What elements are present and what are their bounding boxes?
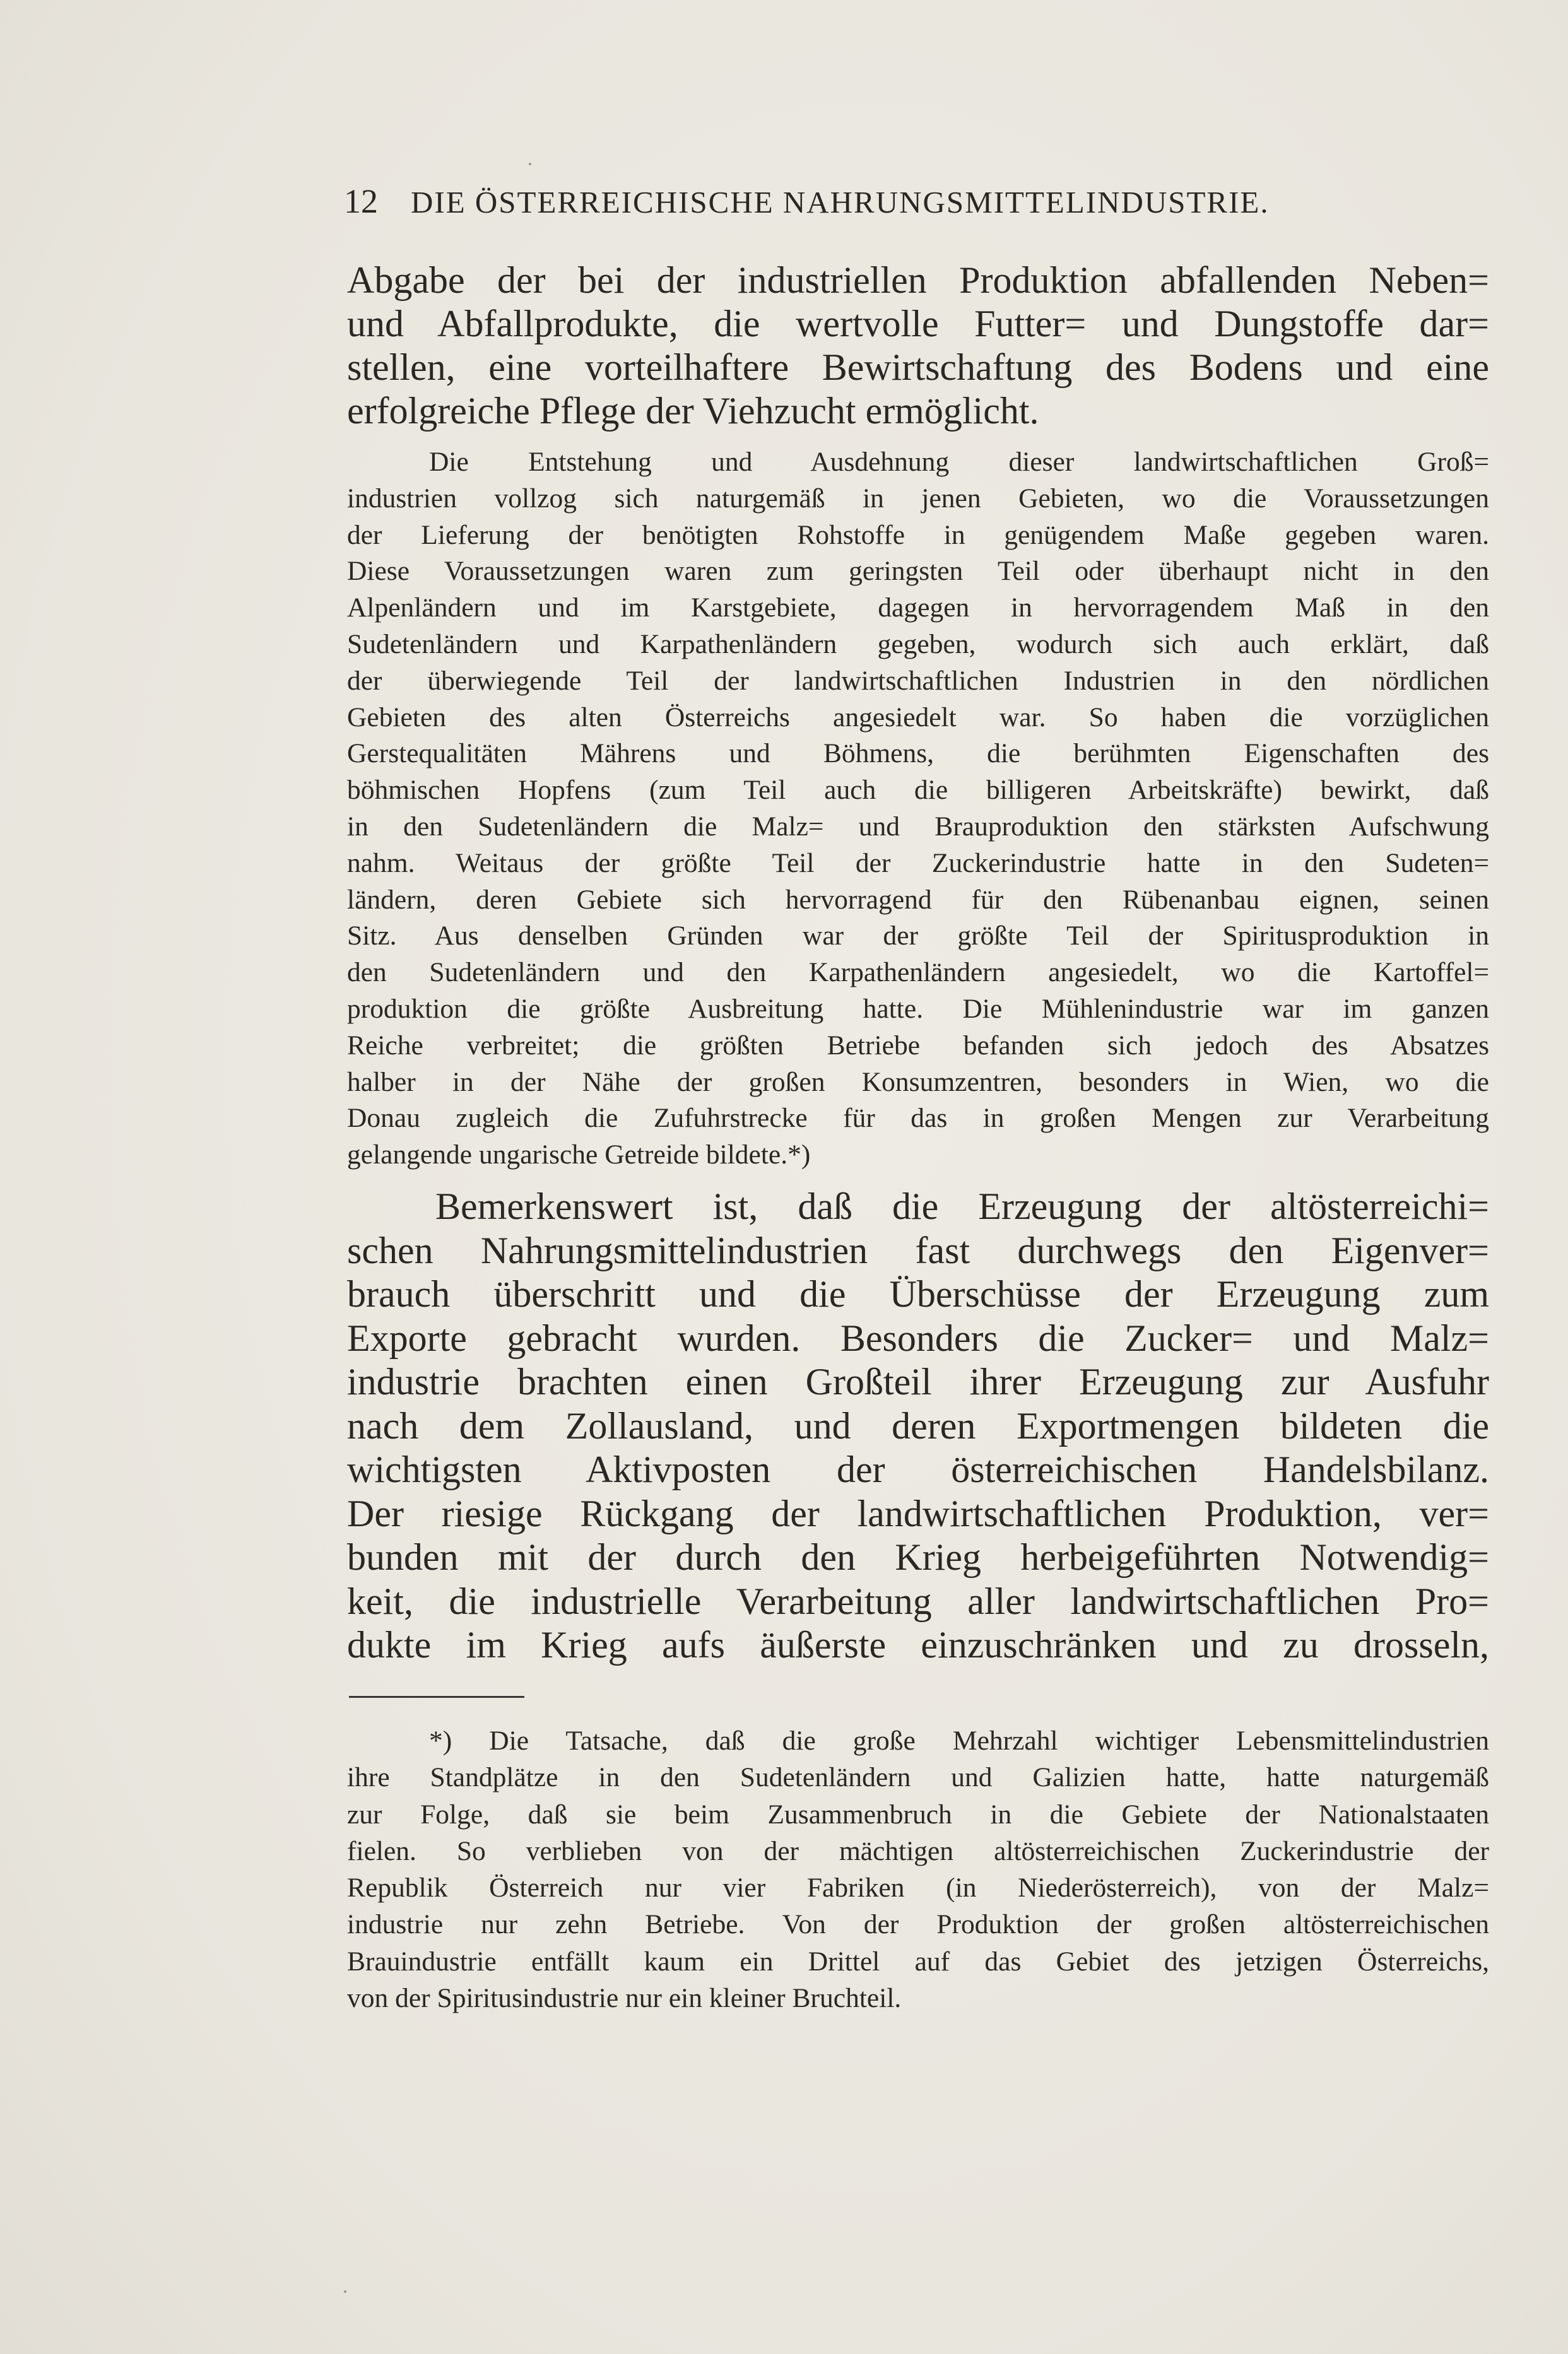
paper-speck	[344, 2290, 346, 2293]
text-line: ihre Standplätze in den Sudetenländern und Galizien hatte, hatte naturgemäß	[347, 1762, 1489, 1793]
text-line: Abgabe der bei der industriellen Produktion abfallenden Neben=	[347, 259, 1489, 301]
text-line: Der riesige Rückgang der landwirtschaftlichen Produktion, ver=	[347, 1492, 1489, 1534]
text-line: Brauindustrie entfällt kaum ein Drittel auf das Gebiet des jetzigen Österreichs,	[347, 1946, 1489, 1977]
text-line: dukte im Krieg aufs äußerste einzuschränken und zu drosseln,	[347, 1624, 1489, 1666]
text-line: halber in der Nähe der großen Konsumzentren, besonders in Wien, wo die	[347, 1066, 1489, 1097]
text-line: Sudetenländern und Karpathenländern gegeben, wodurch sich auch erklärt, daß	[347, 628, 1489, 659]
text-line: stellen, eine vorteilhaftere Bewirtschaftung des Bodens und eine	[347, 346, 1489, 388]
text-line: gelangende ungarische Getreide bildete.*)	[347, 1139, 811, 1170]
text-line: zur Folge, daß sie beim Zusammenbruch in die Gebiete der Nationalstaaten	[347, 1799, 1489, 1830]
text-line: wichtigsten Aktivposten der österreichischen Handelsbilanz.	[347, 1449, 1489, 1490]
text-line: Alpenländern und im Karstgebiete, dagegen in hervorragendem Maß in den	[347, 592, 1489, 623]
text-line: und Abfallprodukte, die wertvolle Futter= und Dungstoffe dar=	[347, 303, 1489, 344]
text-line: industrie brachten einen Großteil ihrer Erzeugung zur Ausfuhr	[347, 1361, 1489, 1403]
text-line: böhmischen Hopfens (zum Teil auch die billigeren Arbeitskräfte) bewirkt, daß	[347, 775, 1489, 806]
text-line: der überwiegende Teil der landwirtschaftlichen Industrien in den nördlichen	[347, 665, 1489, 696]
text-line: industrie nur zehn Betriebe. Von der Produktion der großen altösterreichischen	[347, 1909, 1489, 1940]
text-line: von der Spiritusindustrie nur ein kleiner Bruchteil.	[347, 1983, 902, 2014]
footnote-divider	[349, 1696, 524, 1698]
text-line: Reiche verbreitet; die größten Betriebe befanden sich jedoch des Absatzes	[347, 1030, 1489, 1061]
text-line: *) Die Tatsache, daß die große Mehrzahl wichtiger Lebensmittelindustrien	[429, 1726, 1489, 1756]
text-line: Republik Österreich nur vier Fabriken (in Niederösterreich), von der Malz=	[347, 1873, 1489, 1904]
text-line: Die Entstehung und Ausdehnung dieser landwirtschaftlichen Groß=	[429, 447, 1489, 477]
text-line: in den Sudetenländern die Malz= und Brauproduktion den stärksten Aufschwung	[347, 811, 1489, 842]
text-line: Diese Voraussetzungen waren zum geringsten Teil oder überhaupt nicht in den	[347, 556, 1489, 587]
text-line: Bemerkenswert ist, daß die Erzeugung der altösterreichi=	[435, 1186, 1489, 1227]
text-line: schen Nahrungsmittelindustrien fast durchwegs den Eigenver=	[347, 1229, 1489, 1271]
text-line: ländern, deren Gebiete sich hervorragend für den Rübenanbau eignen, seinen	[347, 884, 1489, 915]
running-header	[344, 182, 1385, 221]
text-line: brauch überschritt und die Überschüsse der Erzeugung zum	[347, 1273, 1489, 1315]
text-line: bunden mit der durch den Krieg herbeigeführten Notwendig=	[347, 1536, 1489, 1578]
footnote	[347, 1722, 1489, 2016]
text-line: der Lieferung der benötigten Rohstoffe in genügendem Maße gegeben waren.	[347, 519, 1489, 550]
text-line: produktion die größte Ausbreitung hatte. Die Mühlenindustrie war im ganzen	[347, 993, 1489, 1024]
text-line: Donau zugleich die Zufuhrstrecke für das in großen Mengen zur Verarbeitung	[347, 1103, 1489, 1134]
small-print-paragraph	[347, 444, 1489, 1174]
text-line: Gerstequalitäten Mährens und Böhmens, die berühmten Eigenschaften des	[347, 738, 1489, 769]
intro-paragraph	[347, 259, 1489, 433]
text-line: nach dem Zollausland, und deren Exportmengen bildeten die	[347, 1404, 1489, 1447]
text-line: fielen. So verblieben von der mächtigen altösterreichischen Zuckerindustrie der	[347, 1835, 1489, 1866]
text-line: Sitz. Aus denselben Gründen war der größte Teil der Spiritusproduktion in	[347, 921, 1489, 951]
text-line: Exporte gebracht wurden. Besonders die Zucker= und Malz=	[347, 1317, 1489, 1359]
paper-speck	[529, 163, 531, 165]
text-line: den Sudetenländern und den Karpathenländern angesiedelt, wo die Kartoffel=	[347, 957, 1489, 988]
running-title: DIE ÖSTERREICHISCHE NAHRUNGSMITTELINDUSTRIE.	[411, 185, 1270, 220]
text-line: keit, die industrielle Verarbeitung aller landwirtschaftlichen Pro=	[347, 1580, 1489, 1622]
text-line: Gebieten des alten Österreichs angesiedelt war. So haben die vorzüglichen	[347, 702, 1489, 733]
text-line: industrien vollzog sich naturgemäß in jenen Gebieten, wo die Voraussetzungen	[347, 483, 1489, 514]
text-line: erfolgreiche Pflege der Viehzucht ermöglicht.	[347, 390, 1039, 432]
text-line: nahm. Weitaus der größte Teil der Zuckerindustrie hatte in den Sudeten=	[347, 847, 1489, 878]
page-number: 12	[344, 182, 378, 220]
large-print-paragraph	[347, 1185, 1489, 1668]
